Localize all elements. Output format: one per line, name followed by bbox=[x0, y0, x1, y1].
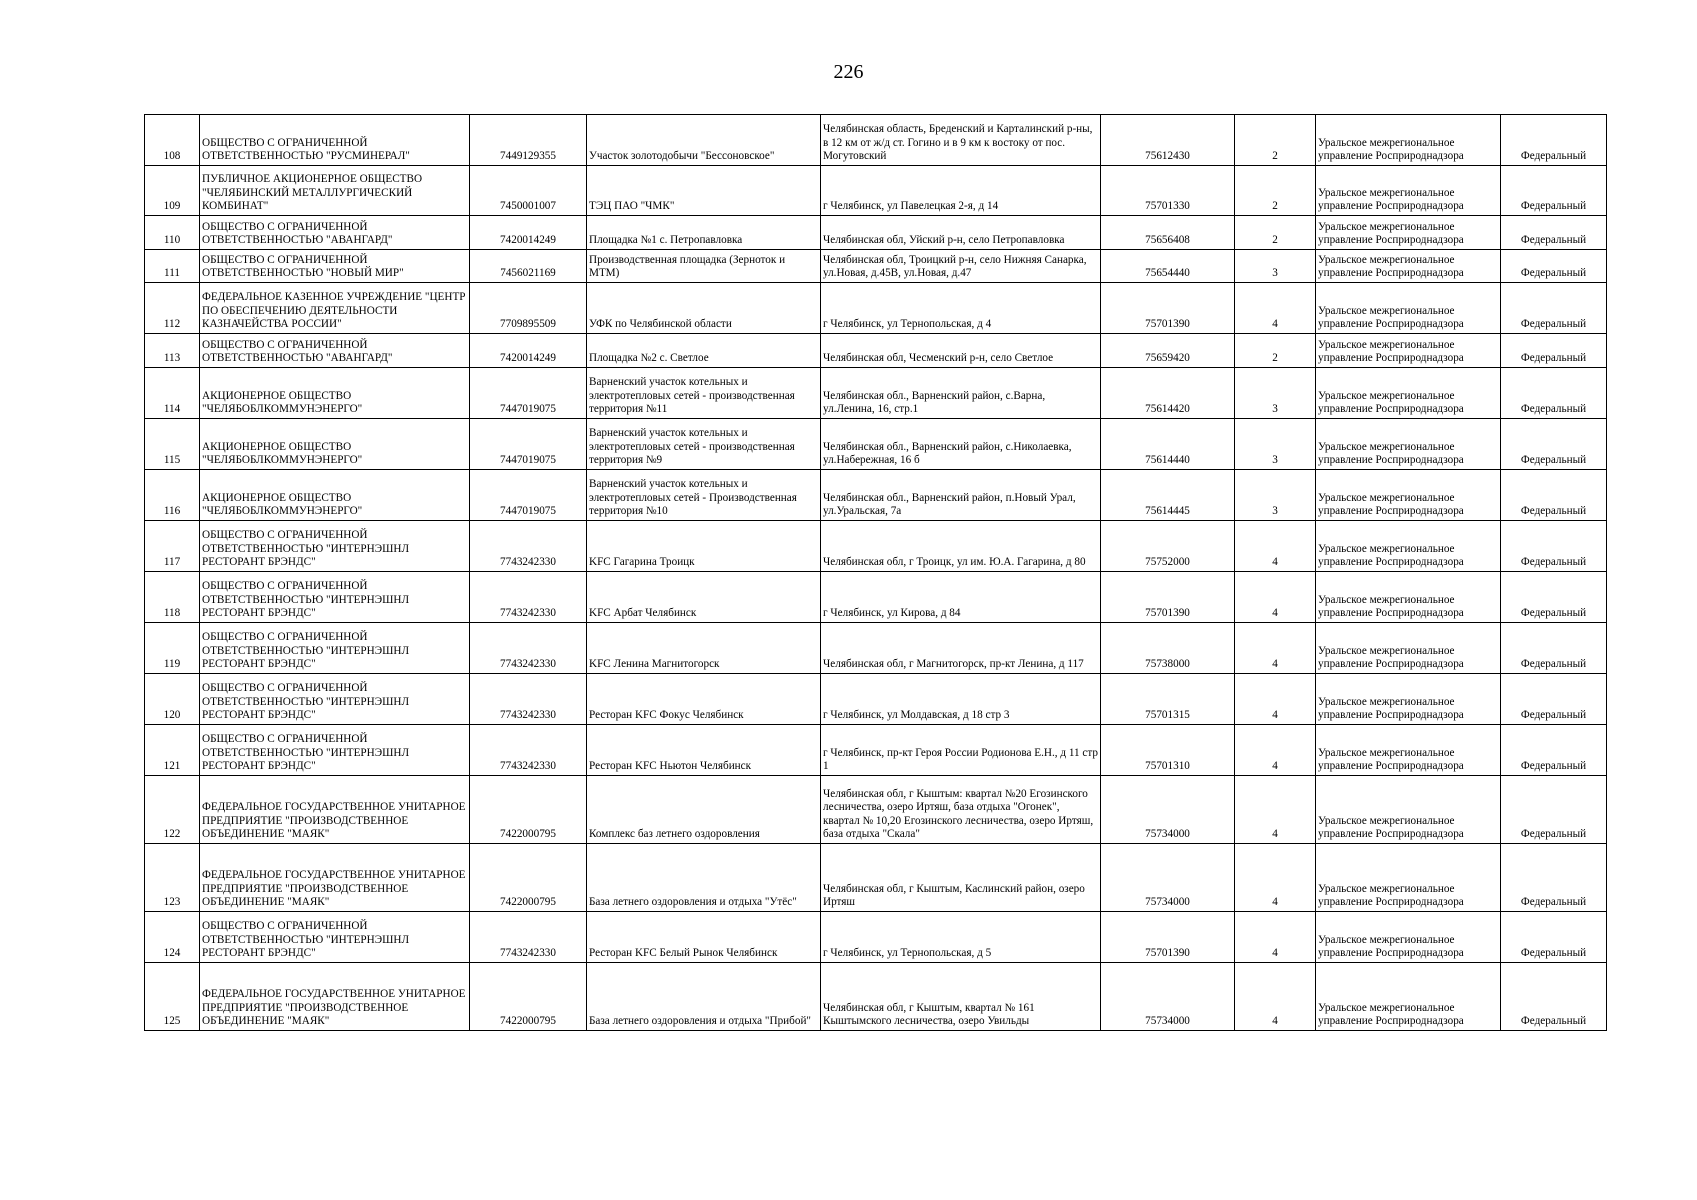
organization-cell: ПУБЛИЧНОЕ АКЦИОНЕРНОЕ ОБЩЕСТВО "ЧЕЛЯБИНСКИЙ МЕТАЛЛУРГИЧЕСКИЙ КОМБИНАТ" bbox=[200, 166, 470, 216]
category-cell: 2 bbox=[1235, 166, 1316, 216]
object-name-cell: Комплекс баз летнего оздоровления bbox=[587, 776, 821, 844]
organization-cell: ОБЩЕСТВО С ОГРАНИЧЕННОЙ ОТВЕТСТВЕННОСТЬЮ "НОВЫЙ МИР" bbox=[200, 250, 470, 283]
organization-cell: ОБЩЕСТВО С ОГРАНИЧЕННОЙ ОТВЕТСТВЕННОСТЬЮ "ИНТЕРНЭШНЛ РЕСТОРАНТ БРЭНДС" bbox=[200, 572, 470, 623]
row-number-cell: 116 bbox=[145, 470, 200, 521]
authority-cell: Уральское межрегиональное управление Росприроднадзора bbox=[1316, 674, 1501, 725]
authority-cell: Уральское межрегиональное управление Росприроднадзора bbox=[1316, 419, 1501, 470]
inn-cell: 7743242330 bbox=[470, 521, 587, 572]
organization-cell: ФЕДЕРАЛЬНОЕ КАЗЕННОЕ УЧРЕЖДЕНИЕ "ЦЕНТР ПО ОБЕСПЕЧЕНИЮ ДЕЯТЕЛЬНОСТИ КАЗНАЧЕЙСТВА РОССИИ" bbox=[200, 283, 470, 334]
supervision-level-cell: Федеральный bbox=[1501, 419, 1607, 470]
address-cell: г Челябинск, ул Молдавская, д 18 стр 3 bbox=[821, 674, 1101, 725]
authority-cell: Уральское межрегиональное управление Росприроднадзора bbox=[1316, 725, 1501, 776]
authority-cell: Уральское межрегиональное управление Росприроднадзора bbox=[1316, 521, 1501, 572]
oktmo-cell: 75612430 bbox=[1101, 115, 1235, 166]
row-number-cell: 121 bbox=[145, 725, 200, 776]
row-number-cell: 125 bbox=[145, 963, 200, 1031]
supervision-level-cell: Федеральный bbox=[1501, 470, 1607, 521]
object-name-cell: Участок золотодобычи "Бессоновское" bbox=[587, 115, 821, 166]
oktmo-cell: 75614445 bbox=[1101, 470, 1235, 521]
supervision-level-cell: Федеральный bbox=[1501, 521, 1607, 572]
organization-cell: ОБЩЕСТВО С ОГРАНИЧЕННОЙ ОТВЕТСТВЕННОСТЬЮ "ИНТЕРНЭШНЛ РЕСТОРАНТ БРЭНДС" bbox=[200, 521, 470, 572]
row-number-cell: 111 bbox=[145, 250, 200, 283]
object-name-cell: KFC Гагарина Троицк bbox=[587, 521, 821, 572]
oktmo-cell: 75752000 bbox=[1101, 521, 1235, 572]
object-name-cell: Площадка №2 с. Светлое bbox=[587, 334, 821, 368]
organization-cell: ОБЩЕСТВО С ОГРАНИЧЕННОЙ ОТВЕТСТВЕННОСТЬЮ "АВАНГАРД" bbox=[200, 334, 470, 368]
organization-cell: ОБЩЕСТВО С ОГРАНИЧЕННОЙ ОТВЕТСТВЕННОСТЬЮ "ИНТЕРНЭШНЛ РЕСТОРАНТ БРЭНДС" bbox=[200, 725, 470, 776]
object-name-cell: Варненский участок котельных и электротепловых сетей - производственная территория №11 bbox=[587, 368, 821, 419]
object-name-cell: Площадка №1 с. Петропавловка bbox=[587, 216, 821, 250]
table-row bbox=[145, 334, 1607, 368]
row-number-cell: 114 bbox=[145, 368, 200, 419]
address-cell: г Челябинск, пр-кт Героя России Родионова Е.Н., д 11 стр 1 bbox=[821, 725, 1101, 776]
table-row bbox=[145, 725, 1607, 776]
supervision-level-cell: Федеральный bbox=[1501, 623, 1607, 674]
address-cell: г Челябинск, ул Тернопольская, д 5 bbox=[821, 912, 1101, 963]
table-row bbox=[145, 674, 1607, 725]
table-row bbox=[145, 470, 1607, 521]
inn-cell: 7456021169 bbox=[470, 250, 587, 283]
address-cell: Челябинская обл., Варненский район, с.Николаевка, ул.Набережная, 16 б bbox=[821, 419, 1101, 470]
supervision-level-cell: Федеральный bbox=[1501, 334, 1607, 368]
category-cell: 2 bbox=[1235, 216, 1316, 250]
authority-cell: Уральское межрегиональное управление Росприроднадзора bbox=[1316, 216, 1501, 250]
authority-cell: Уральское межрегиональное управление Росприроднадзора bbox=[1316, 334, 1501, 368]
object-name-cell: Варненский участок котельных и электротепловых сетей - Производственная территория №10 bbox=[587, 470, 821, 521]
row-number-cell: 115 bbox=[145, 419, 200, 470]
page-number: 226 bbox=[833, 61, 864, 83]
organization-cell: ФЕДЕРАЛЬНОЕ ГОСУДАРСТВЕННОЕ УНИТАРНОЕ ПРЕДПРИЯТИЕ "ПРОИЗВОДСТВЕННОЕ ОБЪЕДИНЕНИЕ "МАЯК" bbox=[200, 776, 470, 844]
supervision-level-cell: Федеральный bbox=[1501, 283, 1607, 334]
address-cell: г Челябинск, ул Тернопольская, д 4 bbox=[821, 283, 1101, 334]
row-number-cell: 118 bbox=[145, 572, 200, 623]
inn-cell: 7447019075 bbox=[470, 419, 587, 470]
object-name-cell: Варненский участок котельных и электротепловых сетей - производственная территория №9 bbox=[587, 419, 821, 470]
table-row bbox=[145, 521, 1607, 572]
table-row bbox=[145, 912, 1607, 963]
row-number-cell: 120 bbox=[145, 674, 200, 725]
oktmo-cell: 75701390 bbox=[1101, 912, 1235, 963]
object-name-cell: KFC Ленина Магнитогорск bbox=[587, 623, 821, 674]
inn-cell: 7422000795 bbox=[470, 776, 587, 844]
table-row bbox=[145, 844, 1607, 912]
supervision-level-cell: Федеральный bbox=[1501, 963, 1607, 1031]
inn-cell: 7422000795 bbox=[470, 844, 587, 912]
row-number-cell: 113 bbox=[145, 334, 200, 368]
table-row bbox=[145, 623, 1607, 674]
category-cell: 3 bbox=[1235, 368, 1316, 419]
supervision-level-cell: Федеральный bbox=[1501, 166, 1607, 216]
inn-cell: 7743242330 bbox=[470, 912, 587, 963]
supervision-level-cell: Федеральный bbox=[1501, 216, 1607, 250]
inn-cell: 7743242330 bbox=[470, 725, 587, 776]
table-row bbox=[145, 115, 1607, 166]
address-cell: Челябинская обл, г Магнитогорск, пр-кт Ленина, д 117 bbox=[821, 623, 1101, 674]
inn-cell: 7420014249 bbox=[470, 334, 587, 368]
oktmo-cell: 75734000 bbox=[1101, 844, 1235, 912]
oktmo-cell: 75656408 bbox=[1101, 216, 1235, 250]
organization-cell: АКЦИОНЕРНОЕ ОБЩЕСТВО "ЧЕЛЯБОБЛКОММУНЭНЕРГО" bbox=[200, 470, 470, 521]
supervision-level-cell: Федеральный bbox=[1501, 912, 1607, 963]
address-cell: Челябинская обл, г Троицк, ул им. Ю.А. Гагарина, д 80 bbox=[821, 521, 1101, 572]
authority-cell: Уральское межрегиональное управление Росприроднадзора bbox=[1316, 115, 1501, 166]
registry-table bbox=[144, 114, 1607, 1031]
table-row bbox=[145, 419, 1607, 470]
category-cell: 4 bbox=[1235, 963, 1316, 1031]
address-cell: г Челябинск, ул Кирова, д 84 bbox=[821, 572, 1101, 623]
oktmo-cell: 75738000 bbox=[1101, 623, 1235, 674]
object-name-cell: Ресторан KFC Белый Рынок Челябинск bbox=[587, 912, 821, 963]
object-name-cell: База летнего оздоровления и отдыха "Утёс" bbox=[587, 844, 821, 912]
object-name-cell: УФК по Челябинской области bbox=[587, 283, 821, 334]
row-number-cell: 108 bbox=[145, 115, 200, 166]
category-cell: 4 bbox=[1235, 623, 1316, 674]
authority-cell: Уральское межрегиональное управление Росприроднадзора bbox=[1316, 572, 1501, 623]
inn-cell: 7420014249 bbox=[470, 216, 587, 250]
supervision-level-cell: Федеральный bbox=[1501, 250, 1607, 283]
table-row bbox=[145, 776, 1607, 844]
oktmo-cell: 75659420 bbox=[1101, 334, 1235, 368]
authority-cell: Уральское межрегиональное управление Росприроднадзора bbox=[1316, 623, 1501, 674]
authority-cell: Уральское межрегиональное управление Росприроднадзора bbox=[1316, 368, 1501, 419]
address-cell: Челябинская обл, г Кыштым, Каслинский район, озеро Иртяш bbox=[821, 844, 1101, 912]
organization-cell: ОБЩЕСТВО С ОГРАНИЧЕННОЙ ОТВЕТСТВЕННОСТЬЮ "ИНТЕРНЭШНЛ РЕСТОРАНТ БРЭНДС" bbox=[200, 674, 470, 725]
inn-cell: 7449129355 bbox=[470, 115, 587, 166]
address-cell: г Челябинск, ул Павелецкая 2-я, д 14 bbox=[821, 166, 1101, 216]
object-name-cell: Производственная площадка (Зерноток и МТМ) bbox=[587, 250, 821, 283]
authority-cell: Уральское межрегиональное управление Росприроднадзора bbox=[1316, 776, 1501, 844]
organization-cell: ОБЩЕСТВО С ОГРАНИЧЕННОЙ ОТВЕТСТВЕННОСТЬЮ "АВАНГАРД" bbox=[200, 216, 470, 250]
category-cell: 4 bbox=[1235, 283, 1316, 334]
object-name-cell: База летнего оздоровления и отдыха "Прибой" bbox=[587, 963, 821, 1031]
row-number-cell: 112 bbox=[145, 283, 200, 334]
authority-cell: Уральское межрегиональное управление Росприроднадзора bbox=[1316, 250, 1501, 283]
object-name-cell: Ресторан KFC Ньютон Челябинск bbox=[587, 725, 821, 776]
organization-cell: ФЕДЕРАЛЬНОЕ ГОСУДАРСТВЕННОЕ УНИТАРНОЕ ПРЕДПРИЯТИЕ "ПРОИЗВОДСТВЕННОЕ ОБЪЕДИНЕНИЕ "МАЯК" bbox=[200, 844, 470, 912]
authority-cell: Уральское межрегиональное управление Росприроднадзора bbox=[1316, 470, 1501, 521]
table-row bbox=[145, 368, 1607, 419]
inn-cell: 7709895509 bbox=[470, 283, 587, 334]
address-cell: Челябинская обл, Уйский р-н, село Петропавловка bbox=[821, 216, 1101, 250]
address-cell: Челябинская обл., Варненский район, п.Новый Урал, ул.Уральская, 7а bbox=[821, 470, 1101, 521]
supervision-level-cell: Федеральный bbox=[1501, 674, 1607, 725]
category-cell: 4 bbox=[1235, 912, 1316, 963]
authority-cell: Уральское межрегиональное управление Росприроднадзора bbox=[1316, 283, 1501, 334]
oktmo-cell: 75614440 bbox=[1101, 419, 1235, 470]
row-number-cell: 122 bbox=[145, 776, 200, 844]
object-name-cell: KFC Арбат Челябинск bbox=[587, 572, 821, 623]
table-row bbox=[145, 572, 1607, 623]
oktmo-cell: 75734000 bbox=[1101, 963, 1235, 1031]
address-cell: Челябинская обл, г Кыштым: квартал №20 Егозинского лесничества, озеро Иртяш, база отдыха "Огонек", квартал № 10,20 Егозинского лесничества, озеро Иртяш, база отдыха "Скала" bbox=[821, 776, 1101, 844]
supervision-level-cell: Федеральный bbox=[1501, 776, 1607, 844]
inn-cell: 7743242330 bbox=[470, 572, 587, 623]
authority-cell: Уральское межрегиональное управление Росприроднадзора bbox=[1316, 844, 1501, 912]
oktmo-cell: 75654440 bbox=[1101, 250, 1235, 283]
authority-cell: Уральское межрегиональное управление Росприроднадзора bbox=[1316, 912, 1501, 963]
inn-cell: 7447019075 bbox=[470, 368, 587, 419]
authority-cell: Уральское межрегиональное управление Росприроднадзора bbox=[1316, 963, 1501, 1031]
row-number-cell: 123 bbox=[145, 844, 200, 912]
oktmo-cell: 75701390 bbox=[1101, 572, 1235, 623]
table-row bbox=[145, 250, 1607, 283]
category-cell: 4 bbox=[1235, 844, 1316, 912]
table-row bbox=[145, 166, 1607, 216]
inn-cell: 7450001007 bbox=[470, 166, 587, 216]
row-number-cell: 109 bbox=[145, 166, 200, 216]
row-number-cell: 124 bbox=[145, 912, 200, 963]
category-cell: 2 bbox=[1235, 334, 1316, 368]
supervision-level-cell: Федеральный bbox=[1501, 725, 1607, 776]
address-cell: Челябинская область, Бреденский и Карталинский р-ны, в 12 км от ж/д ст. Гогино и в 9 км к востоку от пос. Могутовский bbox=[821, 115, 1101, 166]
supervision-level-cell: Федеральный bbox=[1501, 368, 1607, 419]
table-row bbox=[145, 283, 1607, 334]
oktmo-cell: 75734000 bbox=[1101, 776, 1235, 844]
category-cell: 4 bbox=[1235, 572, 1316, 623]
row-number-cell: 119 bbox=[145, 623, 200, 674]
category-cell: 2 bbox=[1235, 115, 1316, 166]
row-number-cell: 110 bbox=[145, 216, 200, 250]
oktmo-cell: 75701315 bbox=[1101, 674, 1235, 725]
inn-cell: 7447019075 bbox=[470, 470, 587, 521]
category-cell: 4 bbox=[1235, 725, 1316, 776]
address-cell: Челябинская обл., Варненский район, с.Варна, ул.Ленина, 16, стр.1 bbox=[821, 368, 1101, 419]
category-cell: 4 bbox=[1235, 674, 1316, 725]
organization-cell: ОБЩЕСТВО С ОГРАНИЧЕННОЙ ОТВЕТСТВЕННОСТЬЮ "ИНТЕРНЭШНЛ РЕСТОРАНТ БРЭНДС" bbox=[200, 912, 470, 963]
category-cell: 4 bbox=[1235, 776, 1316, 844]
organization-cell: АКЦИОНЕРНОЕ ОБЩЕСТВО "ЧЕЛЯБОБЛКОММУНЭНЕРГО" bbox=[200, 368, 470, 419]
object-name-cell: Ресторан KFC Фокус Челябинск bbox=[587, 674, 821, 725]
table-row bbox=[145, 963, 1607, 1031]
object-name-cell: ТЭЦ ПАО "ЧМК" bbox=[587, 166, 821, 216]
address-cell: Челябинская обл, Троицкий р-н, село Нижняя Санарка, ул.Новая, д.45В, ул.Новая, д.47 bbox=[821, 250, 1101, 283]
address-cell: Челябинская обл, Чесменский р-н, село Светлое bbox=[821, 334, 1101, 368]
organization-cell: ФЕДЕРАЛЬНОЕ ГОСУДАРСТВЕННОЕ УНИТАРНОЕ ПРЕДПРИЯТИЕ "ПРОИЗВОДСТВЕННОЕ ОБЪЕДИНЕНИЕ "МАЯК" bbox=[200, 963, 470, 1031]
organization-cell: АКЦИОНЕРНОЕ ОБЩЕСТВО "ЧЕЛЯБОБЛКОММУНЭНЕРГО" bbox=[200, 419, 470, 470]
category-cell: 3 bbox=[1235, 419, 1316, 470]
authority-cell: Уральское межрегиональное управление Росприроднадзора bbox=[1316, 166, 1501, 216]
category-cell: 3 bbox=[1235, 470, 1316, 521]
supervision-level-cell: Федеральный bbox=[1501, 572, 1607, 623]
supervision-level-cell: Федеральный bbox=[1501, 844, 1607, 912]
address-cell: Челябинская обл, г Кыштым, квартал № 161 Кыштымского лесничества, озеро Увильды bbox=[821, 963, 1101, 1031]
table-row bbox=[145, 216, 1607, 250]
oktmo-cell: 75701390 bbox=[1101, 283, 1235, 334]
oktmo-cell: 75701330 bbox=[1101, 166, 1235, 216]
row-number-cell: 117 bbox=[145, 521, 200, 572]
inn-cell: 7743242330 bbox=[470, 623, 587, 674]
inn-cell: 7422000795 bbox=[470, 963, 587, 1031]
category-cell: 4 bbox=[1235, 521, 1316, 572]
oktmo-cell: 75701310 bbox=[1101, 725, 1235, 776]
organization-cell: ОБЩЕСТВО С ОГРАНИЧЕННОЙ ОТВЕТСТВЕННОСТЬЮ "РУСМИНЕРАЛ" bbox=[200, 115, 470, 166]
supervision-level-cell: Федеральный bbox=[1501, 115, 1607, 166]
organization-cell: ОБЩЕСТВО С ОГРАНИЧЕННОЙ ОТВЕТСТВЕННОСТЬЮ "ИНТЕРНЭШНЛ РЕСТОРАНТ БРЭНДС" bbox=[200, 623, 470, 674]
oktmo-cell: 75614420 bbox=[1101, 368, 1235, 419]
inn-cell: 7743242330 bbox=[470, 674, 587, 725]
category-cell: 3 bbox=[1235, 250, 1316, 283]
registry-rows bbox=[145, 115, 1607, 1031]
